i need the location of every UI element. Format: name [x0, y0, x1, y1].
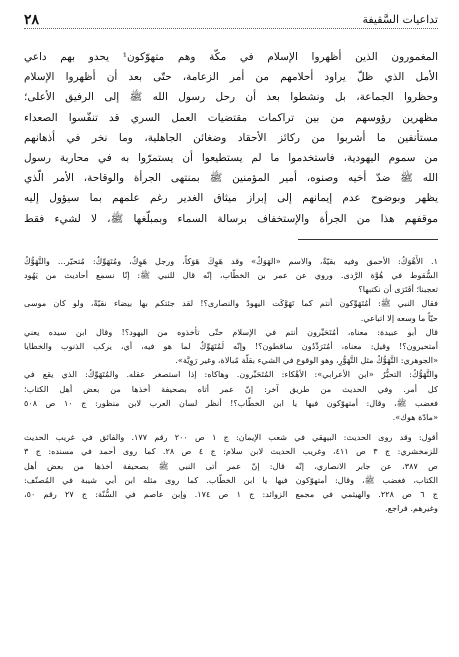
footnote-line: والتَّهَوُّكُ: التحيُّرُ «ابن الأعرابي»: الأهْكاء: المُتَحَيِّرون. وهاكاه: إذا استصغر عقله. والمُتَهَوِّكُ: الذي يقع في: [24, 369, 438, 380]
footnote-line: فغضب ﷺ، وقال: أمتهوّكون فيها يا ابن الخطّاب؟! أنظر لسان العرب لابن منظور: ج ١٠ ص ٥٠٨: [24, 397, 438, 408]
main-text: [24, 47, 438, 229]
footnote-line: أقول: وقد روى الحديث: البيهقي في شعب الإيمان: ج ١ ص ٢٠٠ رقم ١٧٧. والفائق في غريب الحديث: [24, 432, 438, 443]
footnote-line: ١. الأَهْوَكُ: الأحمق وفيه بقيّةٌ، والاسم «الهَوَكُ» وقد هَوِكَ هَوَكاً، ورجل هَوِكٌ، ومُتَهَوِّكٌ: مُتحيّر... والتَّهَوُّكُ: [24, 255, 438, 266]
text-line: المغمورون الذين أظهروا الإسلام في مكّة وهم متهوّكون¹ يحدو بهم داعي: [24, 51, 438, 63]
footnote-line: «مادّة هوك».: [392, 412, 438, 423]
footnote-line: «الجوهري: التَّهَوُّكُ مثل التَّهَوُّرِ، وهو الوقوع في الشيء بقلّة مُبالاة، وغير رَوِيَّة».: [175, 355, 438, 366]
page-number: ٢٨: [24, 12, 40, 28]
running-title: تداعيات السَّقيفة: [362, 13, 438, 26]
text-line: الله ﷺ ضدّ أخيه وصنوه، أمير المؤمنين ﷺ بمنتهى الجرأة والوقاحة، الأمر الّذي: [24, 172, 438, 185]
text-line: موقفهم هذا من الجرأة والإستخفاف برسالة السماء وبمبلّغها ﷺ، لا لشيء فقط: [24, 212, 438, 225]
document-page: [24, 10, 438, 650]
footnote-separator: [298, 239, 438, 240]
footnote-line: أمتحيرون؟! وقيل: معناه، أمُتَرَدِّدُون ساقطون؟! وإنّه لَمُتَهَوِّكٌ لما هو فيه، أي، يركب الذنوب والخطايا: [24, 341, 438, 352]
footnote-line: وغيرهم. فراجع.: [385, 503, 438, 514]
footnote-line: السُّقوط في هُوَّة الرَّدى. وروي عن عمر بن الخطّاب، إنّه قال للنبي ﷺ: إنّا نسمع أحاديث من يَهُود: [24, 270, 438, 281]
footnote-line: للزمخشري: ج ٣ ص ٤١١، وغريب الحديث لابن سلام: ج ٤ ص ٢٨. كما روى أحمد في مسنده: ج ٣: [24, 446, 438, 457]
text-line: وحظروا الجماعة، بل ونشطوا بعد أن رحل رسول الله ﷺ إلى الرفيق الأعلى؛: [24, 91, 438, 104]
text-line: الأمل الذي ظلّ يراود أحلامهم من أمر الزعامة، حتّى بعد أن أظهروا الإسلام: [24, 71, 438, 84]
footnote-line: ج ٦ ص ٢٢٨. والهيثمي في مجمع الزوائد: ج ١ ص ١٧٤. وإبن عاصم في السُّنّة: ج ٢٧ رقم ٥٠،: [24, 489, 438, 500]
footnote-line: قال أبو عبيدة: معناه، أمُتَحَيِّرون أنتم في الإسلام حتّى تأخذوه من اليهود؟! وقال ابن سيده يعني: [24, 326, 438, 337]
footnote-line: كل أمر. وفي الحديث من طريق آخر: إنّ عمر أتاه بصحيفة أخذها من بعض أهل الكتاب؛: [24, 383, 438, 394]
footnote-line: فقال النبي ﷺ: أمُتَهَوِّكون أنتم كما تَهَوَّكَت اليهودُ والنصارى؟! لقد جئتكم بها بيضاء نقيّةً، ولو كان موسى: [24, 298, 438, 309]
text-line: يظهر وبوضوح عدم إيمانهم إلى إبراز ميثاق الغدير رغم علمهم بما سيؤول إليه: [24, 192, 438, 205]
footnote-line: حيّاً ما وسعه إلا اتباعي.: [360, 312, 438, 323]
running-header: [24, 10, 438, 29]
footnote-line: ص ٣٨٧، عن جابر الانصاري، إنّه قال: إنّ عمر أتى النبي ﷺ بصحيفة أخذها من بعض أهل: [24, 460, 438, 471]
text-line: من سموم اليهودية، فاستخدموا ما لم يستطيعوا أن يستمرّوا به في محاربة رسول: [24, 152, 438, 165]
footnote-line: تعجبنا؛ أفَتَرَى أن نكتبها؟: [358, 284, 438, 295]
text-line: مظهرين رؤوسهم من بين تراكمات مقتضيات العمل السري قد تنفّسوا الصعداء: [24, 111, 438, 124]
text-line: مستأنفين ما أشربوا من ركائز الأحقاد وضغائن الجاهلية، وما نخر في أذهانهم: [24, 131, 438, 144]
footnote-line: الكتاب، فغضب ﷺ، وقال: أمتهوّكون فيها يا ابن الخطّاب. كما روى مثله ابن أبي شيبة في المُصنّف:: [24, 474, 438, 485]
footnotes: [24, 254, 438, 516]
